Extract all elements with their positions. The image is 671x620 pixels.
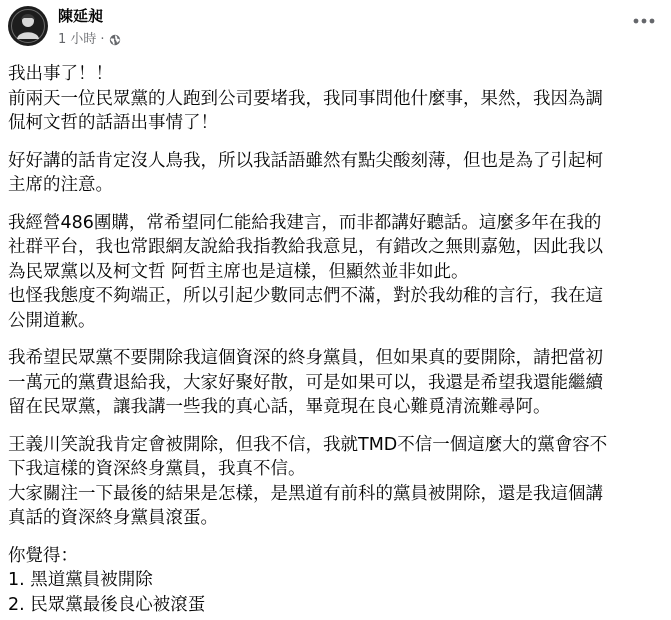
paragraph-gap xyxy=(8,333,663,346)
more-options-icon xyxy=(633,18,655,24)
post-text-line: 主席的注意。 xyxy=(8,175,113,195)
post-text-line: 也怪我態度不夠端正，所以引起少數同志們不滿，對於我幼稚的言行，我在這 xyxy=(8,286,603,306)
post-text-line: 前兩天一位民眾黨的人跑到公司要堵我，我同事問他什麼事，果然，我因為調 xyxy=(8,88,603,109)
post-text-line: 你覺得： xyxy=(8,545,78,566)
paragraph-gap xyxy=(8,420,663,433)
post-text-line: 為民眾黨以及柯文哲 阿哲主席也是這樣，但顯然並非如此。 xyxy=(8,261,469,282)
post-text-line: 社群平台，我也常跟網友說給我指教給我意見，有錯改之無則嘉勉，因此我以 xyxy=(8,237,603,257)
avatar-figure-icon xyxy=(8,6,48,46)
post-body xyxy=(8,62,663,617)
post-text-line: 留在民眾黨，讓我講一些我的真心話，畢竟現在良心難覓清流難尋阿。 xyxy=(8,397,551,417)
globe-icon[interactable] xyxy=(109,34,121,46)
post-text-line: 我出事了！！ xyxy=(8,64,113,84)
post-text-line: 我希望民眾黨不要開除我這個資深的終身黨員，但如果真的要開除，請把當初 xyxy=(8,348,603,368)
post-text-line: 公開道歉。 xyxy=(8,310,96,331)
post-text-line: 下我這樣的資深終身黨員，我真不信。 xyxy=(8,459,306,479)
paragraph-gap xyxy=(8,531,663,544)
post-text-line: 一萬元的黨費退給我，大家好聚好散，可是如果可以，我還是希望我還能繼續 xyxy=(8,372,603,393)
post-header xyxy=(0,0,671,60)
post-meta xyxy=(58,32,121,48)
paragraph-gap xyxy=(8,136,663,149)
post-timestamp[interactable]: 1 小時 xyxy=(58,32,97,47)
post-text-line: 1. 黑道黨員被開除 xyxy=(8,570,153,590)
post-text-line: 我經營486團購，常希望同仁能給我建言，而非都講好聽話。這麼多年在我的 xyxy=(8,212,602,233)
post-text-line: 好好講的話肯定沒人鳥我，所以我話語雖然有點尖酸刻薄，但也是為了引起柯 xyxy=(8,150,603,171)
more-options-button[interactable] xyxy=(631,10,657,32)
author-avatar[interactable] xyxy=(8,6,48,46)
post-text-line: 侃柯文哲的話語出事情了！ xyxy=(8,113,218,133)
post-text-line: 王義川笑說我肯定會被開除，但我不信，我就TMD不信一個這麼大的黨會容不 xyxy=(8,434,608,455)
meta-separator: · xyxy=(100,32,105,47)
post-text-line: 大家關注一下最後的結果是怎樣，是黑道有前科的黨員被開除，還是我這個講 xyxy=(8,483,603,504)
post-text-line: 2. 民眾黨最後良心被滾蛋 xyxy=(8,594,206,615)
paragraph-gap xyxy=(8,198,663,211)
author-name[interactable]: 陳延昶 xyxy=(58,7,104,25)
post-text-line: 真話的資深終身黨員滾蛋。 xyxy=(8,508,218,528)
